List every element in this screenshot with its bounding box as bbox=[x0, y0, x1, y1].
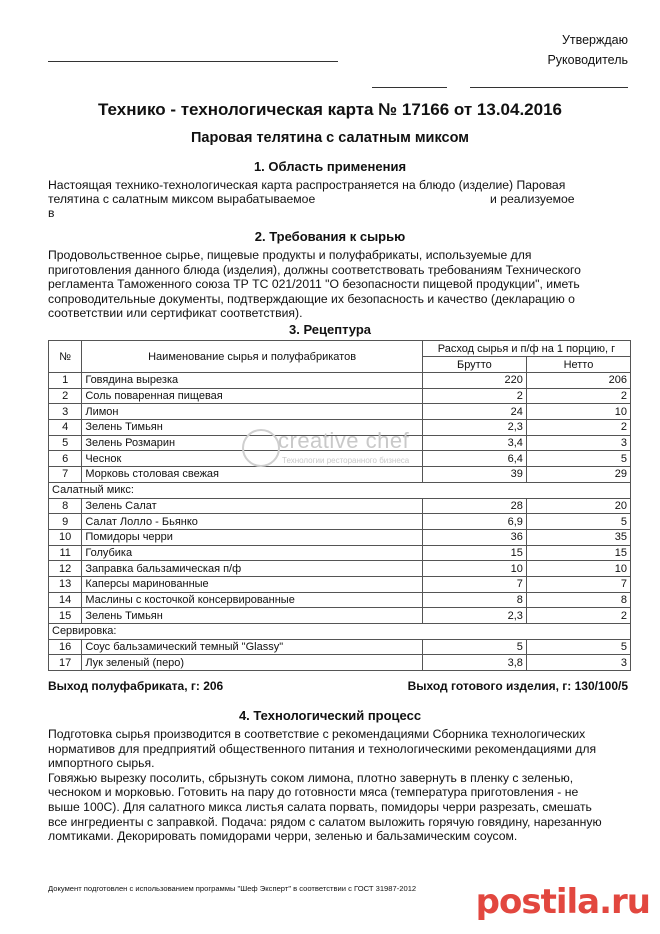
row-number: 12 bbox=[49, 561, 82, 577]
row-gross: 10 bbox=[422, 561, 526, 577]
section-3-heading: 3. Рецептура bbox=[288, 322, 372, 337]
section-2-line: сопроводительные документы, подтверждающие их безопасность и качество (декларацию о bbox=[48, 291, 575, 306]
row-name: Говядина вырезка bbox=[82, 373, 423, 389]
row-gross: 3,8 bbox=[422, 655, 526, 671]
table-group-row bbox=[49, 482, 631, 498]
row-net: 20 bbox=[526, 498, 630, 514]
row-gross: 2,3 bbox=[422, 608, 526, 624]
table-group-row bbox=[49, 624, 631, 640]
table-row bbox=[49, 639, 631, 655]
row-name: Соус бальзамический темный "Glassy" bbox=[82, 639, 423, 655]
document-title: Технико - технологическая карта № 17166 от 13.04.2016 bbox=[98, 100, 562, 119]
row-number: 2 bbox=[49, 388, 82, 404]
section-4-line: выше 100С). Для салатного микса листья салата порвать, помидоры черри разрезать, смешать bbox=[48, 799, 592, 814]
group-label-salad: Салатный микс: bbox=[49, 482, 631, 498]
row-gross: 39 bbox=[422, 467, 526, 483]
col-name-header: Наименование сырья и полуфабрикатов bbox=[82, 341, 423, 373]
watermark-tagline: Технологии ресторанного бизнеса bbox=[282, 456, 410, 465]
row-name: Каперсы маринованные bbox=[82, 576, 423, 592]
row-name: Зелень Тимьян bbox=[82, 420, 423, 436]
row-gross: 24 bbox=[422, 404, 526, 420]
row-net: 8 bbox=[526, 592, 630, 608]
section-2-line: приготовления данного блюда (изделия), должны соответствовать требованиям Технического bbox=[48, 262, 581, 277]
row-net: 15 bbox=[526, 545, 630, 561]
table-row bbox=[49, 592, 631, 608]
row-gross: 36 bbox=[422, 529, 526, 545]
row-gross: 15 bbox=[422, 545, 526, 561]
section-4-heading: 4. Технологический процесс bbox=[238, 708, 422, 723]
row-number: 11 bbox=[49, 545, 82, 561]
table-row bbox=[49, 561, 631, 577]
row-gross: 28 bbox=[422, 498, 526, 514]
section-1-heading: 1. Область применения bbox=[253, 159, 407, 174]
dish-name: Паровая телятина с салатным миксом bbox=[190, 130, 469, 146]
row-net: 29 bbox=[526, 467, 630, 483]
table-row bbox=[49, 467, 631, 483]
section-1-line-2b: и реализуемое bbox=[490, 192, 575, 206]
section-4-line: ломтиками. Декорировать помидорами черри, зеленью и бальзамическим соусом. bbox=[48, 829, 518, 844]
watermark-brand: creative chef bbox=[278, 428, 410, 453]
row-net: 7 bbox=[526, 576, 630, 592]
row-name: Зелень Тимьян bbox=[82, 608, 423, 624]
col-usage-header: Расход сырья и п/ф на 1 порцию, г bbox=[422, 341, 630, 357]
section-1-line-2a: телятина с салатным миксом вырабатываемое bbox=[48, 192, 316, 206]
row-name: Салат Лолло - Бьянко bbox=[82, 514, 423, 530]
footer-note: Документ подготовлен с использованием программы "Шеф Эксперт" в соответствии с ГОСТ 31987-2012 bbox=[48, 884, 417, 893]
section-4-line: Подготовка сырья производится в соответствие с рекомендациями Сборника технологических bbox=[48, 727, 586, 741]
table-row bbox=[49, 404, 631, 420]
row-name: Маслины с косточкой консервированные bbox=[82, 592, 423, 608]
table-row bbox=[49, 388, 631, 404]
site-logo: postila.ru bbox=[475, 882, 650, 922]
table-row bbox=[49, 514, 631, 530]
row-name: Морковь столовая свежая bbox=[82, 467, 423, 483]
row-net: 5 bbox=[526, 639, 630, 655]
table-row bbox=[49, 576, 631, 592]
section-2-line: регламента Таможенного союза ТР ТС 021/2011 "О безопасности пищевой продукции", иметь bbox=[48, 277, 580, 292]
col-net-header: Нетто bbox=[526, 357, 630, 373]
row-number: 13 bbox=[49, 576, 82, 592]
row-gross: 8 bbox=[422, 592, 526, 608]
row-net: 10 bbox=[526, 561, 630, 577]
col-number-header: № bbox=[49, 341, 82, 373]
row-number: 3 bbox=[49, 404, 82, 420]
section-1-line-3: в bbox=[48, 206, 55, 220]
row-name: Голубика bbox=[82, 545, 423, 561]
row-number: 15 bbox=[49, 608, 82, 624]
section-2-text bbox=[48, 248, 581, 321]
row-name: Помидоры черри bbox=[82, 529, 423, 545]
row-number: 9 bbox=[49, 514, 82, 530]
row-gross: 220 bbox=[422, 373, 526, 389]
row-name: Заправка бальзамическая п/ф bbox=[82, 561, 423, 577]
row-gross: 7 bbox=[422, 576, 526, 592]
table-row bbox=[49, 655, 631, 671]
row-net: 5 bbox=[526, 451, 630, 467]
group-label-serving: Сервировка: bbox=[49, 624, 631, 640]
row-number: 6 bbox=[49, 451, 82, 467]
row-net: 3 bbox=[526, 655, 630, 671]
row-gross: 2,3 bbox=[422, 420, 526, 436]
section-1-line-1: Настоящая технико-технологическая карта распространяется на блюдо (изделие) Паровая bbox=[48, 178, 566, 192]
row-number: 17 bbox=[49, 655, 82, 671]
row-net: 206 bbox=[526, 373, 630, 389]
recipe-body bbox=[49, 373, 631, 671]
approval-name-line bbox=[470, 87, 628, 88]
section-4-line: импортного сырья. bbox=[48, 756, 155, 771]
section-4-line: Говяжью вырезку посолить, сбрызнуть соком лимона, плотно завернуть в пленку с зеленью, bbox=[48, 770, 574, 785]
row-net: 2 bbox=[526, 388, 630, 404]
table-row bbox=[49, 498, 631, 514]
row-net: 35 bbox=[526, 529, 630, 545]
row-number: 1 bbox=[49, 373, 82, 389]
row-number: 4 bbox=[49, 420, 82, 436]
row-net: 5 bbox=[526, 514, 630, 530]
row-gross: 3,4 bbox=[422, 435, 526, 451]
yield-semi-finished: Выход полуфабриката, г: 206 bbox=[48, 679, 224, 693]
row-name: Соль поваренная пищевая bbox=[82, 388, 423, 404]
row-number: 14 bbox=[49, 592, 82, 608]
section-4-line: все ингредиенты с заправкой. Подача: рядом с салатом выложить горячую говядину, нарезанную bbox=[48, 814, 602, 829]
approval-signature-line bbox=[48, 61, 338, 62]
col-gross-header: Брутто bbox=[422, 357, 526, 373]
table-row bbox=[49, 373, 631, 389]
row-net: 3 bbox=[526, 435, 630, 451]
table-row bbox=[49, 608, 631, 624]
row-name: Лимон bbox=[82, 404, 423, 420]
approval-line-2: Руководитель bbox=[547, 53, 628, 67]
row-gross: 6,4 bbox=[422, 451, 526, 467]
row-number: 5 bbox=[49, 435, 82, 451]
table-row bbox=[49, 545, 631, 561]
section-4-text bbox=[48, 727, 602, 844]
watermark-logo-icon bbox=[242, 429, 280, 467]
row-number: 8 bbox=[49, 498, 82, 514]
approval-line-1: Утверждаю bbox=[561, 33, 628, 47]
yield-finished: Выход готового изделия, г: 130/100/5 bbox=[407, 679, 628, 693]
row-gross: 5 bbox=[422, 639, 526, 655]
row-number: 10 bbox=[49, 529, 82, 545]
row-gross: 2 bbox=[422, 388, 526, 404]
section-4-line: чесноком и морковью. Готовить на пару до готовности мяса (температура приготовления - не bbox=[48, 785, 579, 800]
row-net: 2 bbox=[526, 420, 630, 436]
section-4-line: нормативов для предприятий общественного питания и технологическими рекомендациями для bbox=[48, 741, 597, 756]
row-number: 7 bbox=[49, 467, 82, 483]
section-2-line: Продовольственное сырье, пищевые продукты и полуфабрикаты, используемые для bbox=[48, 248, 532, 262]
row-name: Зелень Розмарин bbox=[82, 435, 423, 451]
row-net: 2 bbox=[526, 608, 630, 624]
table-row bbox=[49, 529, 631, 545]
section-2-line: соответствии или сертификат соответствия). bbox=[48, 306, 303, 321]
approval-sign-line bbox=[372, 87, 447, 88]
section-2-heading: 2. Требования к сырью bbox=[254, 229, 406, 244]
row-net: 10 bbox=[526, 404, 630, 420]
row-name: Чеснок bbox=[82, 451, 423, 467]
recipe-table bbox=[48, 340, 631, 671]
row-gross: 6,9 bbox=[422, 514, 526, 530]
row-name: Зелень Салат bbox=[82, 498, 423, 514]
row-name: Лук зеленый (перо) bbox=[82, 655, 423, 671]
row-number: 16 bbox=[49, 639, 82, 655]
